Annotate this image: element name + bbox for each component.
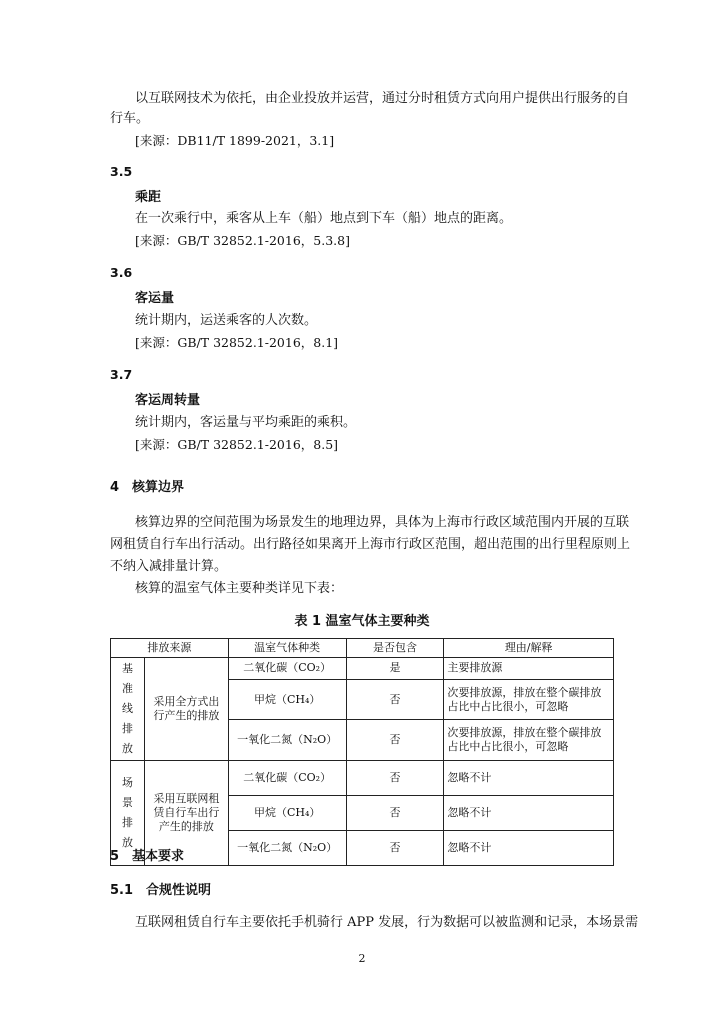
gas-cell: 二氧化碳（CO₂） [228, 761, 346, 796]
table-caption: 表 1 温室气体主要种类 [294, 614, 430, 629]
section-4-para-1-line-1: 核算边界的空间范围为场景发生的地理边界，具体为上海市行政区域范围内开展的互联 [135, 515, 630, 530]
reason-cell: 主要排放源 [444, 658, 614, 680]
section-4-para-2: 核算的温室气体主要种类详见下表： [135, 581, 344, 596]
reason-cell: 忽略不计 [444, 796, 614, 831]
table-header-row [111, 639, 614, 658]
definition-source: [来源：DB11/T 1899-2021，3.1] [135, 133, 335, 148]
term-definition-3-6: 统计期内，运送乘客的人次数。 [135, 313, 318, 328]
gas-cell: 一氧化二氮（N₂O） [228, 720, 346, 761]
header-emission-source: 排放来源 [111, 639, 229, 658]
table-row [111, 761, 614, 796]
gas-cell: 二氧化碳（CO₂） [228, 658, 346, 680]
term-definition-3-7: 统计期内，客运量与平均乘距的乘积。 [135, 415, 357, 430]
definition-line-2: 行车。 [110, 111, 150, 126]
scenario-emission-label: 场 景 排 放 [111, 761, 145, 866]
included-cell: 否 [346, 796, 444, 831]
header-gas-type: 温室气体种类 [228, 639, 346, 658]
term-number-3-7: 3.7 [110, 367, 133, 382]
header-reason: 理由/解释 [444, 639, 614, 658]
section-5-1-heading: 5.1 合规性说明 [110, 883, 212, 898]
included-cell: 否 [346, 679, 444, 720]
gas-cell: 甲烷（CH₄） [228, 679, 346, 720]
section-4-para-1-line-2: 网租赁自行车出行活动。出行路径如果离开上海市行政区范围，超出范围的出行里程原则上 [110, 537, 631, 552]
page-number: 2 [358, 952, 366, 965]
term-source-3-5: [来源：GB/T 32852.1-2016，5.3.8] [135, 233, 350, 248]
greenhouse-gas-table [110, 638, 614, 866]
scenario-emission-source: 采用互联网租赁自行车出行产生的排放 [144, 761, 228, 866]
included-cell: 否 [346, 831, 444, 866]
term-title-3-6: 客运量 [135, 291, 175, 306]
term-title-3-5: 乘距 [135, 190, 162, 205]
section-4-heading: 4 核算边界 [110, 480, 185, 495]
baseline-emission-label: 基 准 线 排 放 [111, 658, 145, 761]
term-definition-3-5: 在一次乘行中，乘客从上车（船）地点到下车（船）地点的距离。 [135, 211, 513, 226]
term-source-3-6: [来源：GB/T 32852.1-2016，8.1] [135, 335, 339, 350]
gas-cell: 一氧化二氮（N₂O） [228, 831, 346, 866]
section-4-para-1-line-3: 不纳入减排量计算。 [110, 559, 228, 574]
gas-cell: 甲烷（CH₄） [228, 796, 346, 831]
definition-line-1: 以互联网技术为依托，由企业投放并运营，通过分时租赁方式向用户提供出行服务的自 [135, 91, 630, 106]
reason-cell: 忽略不计 [444, 761, 614, 796]
baseline-emission-source: 采用全方式出行产生的排放 [144, 658, 228, 761]
table-row [111, 658, 614, 680]
section-5-heading: 5 基本要求 [110, 849, 185, 864]
section-5-1-para-line-1: 互联网租赁自行车主要依托手机骑行 APP 发展，行为数据可以被监测和记录，本场景需 [135, 915, 639, 930]
term-number-3-6: 3.6 [110, 265, 133, 280]
included-cell: 否 [346, 720, 444, 761]
term-source-3-7: [来源：GB/T 32852.1-2016，8.5] [135, 437, 339, 452]
included-cell: 是 [346, 658, 444, 680]
term-title-3-7: 客运周转量 [135, 393, 201, 408]
reason-cell: 忽略不计 [444, 831, 614, 866]
included-cell: 否 [346, 761, 444, 796]
reason-cell: 次要排放源，排放在整个碳排放占比中占比很小，可忽略 [444, 679, 614, 720]
reason-cell: 次要排放源，排放在整个碳排放占比中占比很小，可忽略 [444, 720, 614, 761]
header-included: 是否包含 [346, 639, 444, 658]
term-number-3-5: 3.5 [110, 164, 133, 179]
